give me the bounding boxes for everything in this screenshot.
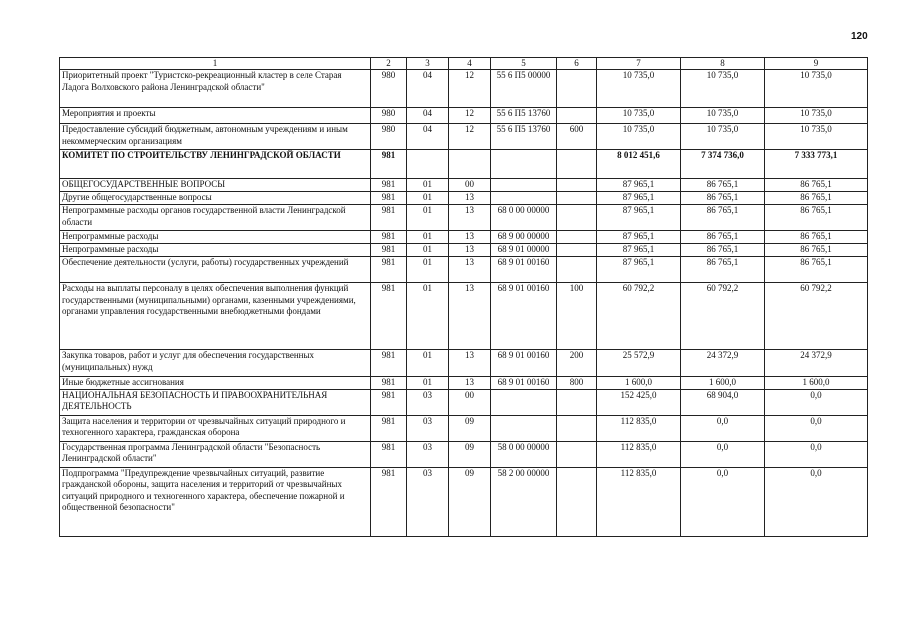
code-target-article: 68 0 00 00000: [491, 205, 557, 231]
code-expense-type: [557, 231, 597, 244]
code-section: 01: [407, 257, 449, 283]
row-label: Предоставление субсидий бюджетным, автономным учреждениям и иным некоммерческим организациям: [60, 124, 371, 150]
amount-col7: 87 965,1: [597, 257, 681, 283]
code-expense-type: [557, 441, 597, 467]
code-ministry: 981: [371, 350, 407, 377]
code-subsection: 09: [449, 441, 491, 467]
code-target-article: 68 9 01 00160: [491, 377, 557, 390]
code-subsection: 12: [449, 108, 491, 124]
code-expense-type: [557, 389, 597, 415]
amount-col9: 10 735,0: [765, 70, 868, 108]
table-row: [60, 231, 868, 244]
code-subsection: 13: [449, 350, 491, 377]
code-expense-type: [557, 192, 597, 205]
amount-col7: 10 735,0: [597, 108, 681, 124]
code-ministry: 981: [371, 467, 407, 536]
table-row: [60, 467, 868, 536]
amount-col8: 86 765,1: [681, 244, 765, 257]
code-target-article: 58 0 00 00000: [491, 441, 557, 467]
code-ministry: 981: [371, 415, 407, 441]
page-number: 120: [851, 31, 868, 42]
code-expense-type: [557, 108, 597, 124]
table-row: [60, 108, 868, 124]
code-target-article: [491, 192, 557, 205]
code-subsection: 13: [449, 192, 491, 205]
code-subsection: [449, 150, 491, 179]
amount-col9: 0,0: [765, 441, 868, 467]
amount-col9: 0,0: [765, 415, 868, 441]
code-target-article: [491, 150, 557, 179]
table-row: [60, 257, 868, 283]
code-ministry: 981: [371, 205, 407, 231]
code-subsection: 00: [449, 179, 491, 192]
code-section: [407, 150, 449, 179]
code-expense-type: [557, 257, 597, 283]
code-ministry: 981: [371, 257, 407, 283]
amount-col7: 10 735,0: [597, 124, 681, 150]
amount-col8: 0,0: [681, 441, 765, 467]
code-ministry: 981: [371, 244, 407, 257]
code-section: 01: [407, 350, 449, 377]
amount-col7: 10 735,0: [597, 70, 681, 108]
code-section: 01: [407, 179, 449, 192]
code-subsection: 12: [449, 124, 491, 150]
code-target-article: 68 9 01 00160: [491, 257, 557, 283]
table-row: [60, 350, 868, 377]
amount-col7: 152 425,0: [597, 389, 681, 415]
table-row: [60, 283, 868, 350]
amount-col7: 112 835,0: [597, 415, 681, 441]
code-ministry: 981: [371, 283, 407, 350]
code-section: 01: [407, 192, 449, 205]
code-subsection: 09: [449, 415, 491, 441]
amount-col9: 86 765,1: [765, 205, 868, 231]
code-expense-type: 600: [557, 124, 597, 150]
code-section: 01: [407, 377, 449, 390]
table-row: [60, 70, 868, 108]
amount-col9: 60 792,2: [765, 283, 868, 350]
code-section: 01: [407, 283, 449, 350]
code-section: 01: [407, 231, 449, 244]
column-header: 6: [557, 58, 597, 70]
row-label: Обеспечение деятельности (услуги, работы) государственных учреждений: [60, 257, 371, 283]
code-subsection: 13: [449, 283, 491, 350]
amount-col8: 86 765,1: [681, 179, 765, 192]
table-row: [60, 441, 868, 467]
code-ministry: 980: [371, 124, 407, 150]
row-label: Защита населения и территории от чрезвычайных ситуаций природного и техногенного характера, гражданская оборона: [60, 415, 371, 441]
code-section: 04: [407, 108, 449, 124]
column-header: 9: [765, 58, 868, 70]
amount-col7: 112 835,0: [597, 467, 681, 536]
table-row: [60, 389, 868, 415]
code-ministry: 981: [371, 150, 407, 179]
code-target-article: [491, 389, 557, 415]
budget-table: [59, 57, 868, 537]
header-row: [60, 58, 868, 70]
code-section: 01: [407, 205, 449, 231]
code-expense-type: 100: [557, 283, 597, 350]
table-row: [60, 192, 868, 205]
code-subsection: 00: [449, 389, 491, 415]
table-row: [60, 377, 868, 390]
code-expense-type: [557, 415, 597, 441]
code-section: 04: [407, 124, 449, 150]
code-section: 03: [407, 441, 449, 467]
code-ministry: 981: [371, 231, 407, 244]
table-row: [60, 179, 868, 192]
column-header: 2: [371, 58, 407, 70]
code-subsection: 13: [449, 257, 491, 283]
table-row: [60, 150, 868, 179]
amount-col9: 86 765,1: [765, 192, 868, 205]
code-target-article: 58 2 00 00000: [491, 467, 557, 536]
code-target-article: [491, 179, 557, 192]
code-subsection: 13: [449, 244, 491, 257]
amount-col9: 1 600,0: [765, 377, 868, 390]
amount-col7: 87 965,1: [597, 179, 681, 192]
code-expense-type: [557, 244, 597, 257]
row-label: Приоритетный проект "Туристско-рекреационный кластер в селе Старая Ладога Волховского района Ленинградской области": [60, 70, 371, 108]
amount-col9: 10 735,0: [765, 108, 868, 124]
amount-col9: 24 372,9: [765, 350, 868, 377]
amount-col8: 7 374 736,0: [681, 150, 765, 179]
code-target-article: 68 9 00 00000: [491, 231, 557, 244]
amount-col7: 112 835,0: [597, 441, 681, 467]
amount-col8: 60 792,2: [681, 283, 765, 350]
table-row: [60, 205, 868, 231]
code-expense-type: 200: [557, 350, 597, 377]
amount-col8: 10 735,0: [681, 70, 765, 108]
amount-col9: 10 735,0: [765, 124, 868, 150]
code-subsection: 09: [449, 467, 491, 536]
row-label: Непрограммные расходы: [60, 231, 371, 244]
amount-col8: 0,0: [681, 467, 765, 536]
amount-col8: 86 765,1: [681, 192, 765, 205]
code-subsection: 12: [449, 70, 491, 108]
row-label: Непрограммные расходы органов государственной власти Ленинградской области: [60, 205, 371, 231]
amount-col7: 87 965,1: [597, 192, 681, 205]
code-expense-type: [557, 467, 597, 536]
row-label: Расходы на выплаты персоналу в целях обеспечения выполнения функций государственными (муниципальными) органами, казенными учреждениями, органами управления государственными внебюджетными фондами: [60, 283, 371, 350]
row-label: Непрограммные расходы: [60, 244, 371, 257]
amount-col7: 8 012 451,6: [597, 150, 681, 179]
row-label: КОМИТЕТ ПО СТРОИТЕЛЬСТВУ ЛЕНИНГРАДСКОЙ ОБЛАСТИ: [60, 150, 371, 179]
code-section: 04: [407, 70, 449, 108]
code-ministry: 980: [371, 108, 407, 124]
amount-col9: 0,0: [765, 467, 868, 536]
amount-col8: 68 904,0: [681, 389, 765, 415]
amount-col9: 0,0: [765, 389, 868, 415]
code-section: 01: [407, 244, 449, 257]
code-ministry: 981: [371, 441, 407, 467]
code-target-article: 55 6 П5 00000: [491, 70, 557, 108]
code-target-article: 55 6 П5 13760: [491, 124, 557, 150]
amount-col8: 0,0: [681, 415, 765, 441]
row-label: Иные бюджетные ассигнования: [60, 377, 371, 390]
column-header: 5: [491, 58, 557, 70]
amount-col8: 24 372,9: [681, 350, 765, 377]
amount-col8: 10 735,0: [681, 108, 765, 124]
code-ministry: 981: [371, 192, 407, 205]
amount-col9: 86 765,1: [765, 179, 868, 192]
code-target-article: 68 9 01 00160: [491, 350, 557, 377]
amount-col7: 87 965,1: [597, 205, 681, 231]
code-expense-type: [557, 179, 597, 192]
amount-col7: 60 792,2: [597, 283, 681, 350]
code-ministry: 981: [371, 389, 407, 415]
amount-col8: 86 765,1: [681, 231, 765, 244]
code-section: 03: [407, 389, 449, 415]
amount-col7: 25 572,9: [597, 350, 681, 377]
table-row: [60, 124, 868, 150]
amount-col8: 86 765,1: [681, 257, 765, 283]
code-target-article: 55 6 П5 13760: [491, 108, 557, 124]
amount-col9: 86 765,1: [765, 257, 868, 283]
code-target-article: [491, 415, 557, 441]
column-header: 1: [60, 58, 371, 70]
column-header: 7: [597, 58, 681, 70]
column-header: 3: [407, 58, 449, 70]
row-label: Мероприятия и проекты: [60, 108, 371, 124]
amount-col9: 86 765,1: [765, 231, 868, 244]
amount-col7: 1 600,0: [597, 377, 681, 390]
code-section: 03: [407, 467, 449, 536]
row-label: ОБЩЕГОСУДАРСТВЕННЫЕ ВОПРОСЫ: [60, 179, 371, 192]
code-subsection: 13: [449, 205, 491, 231]
code-ministry: 980: [371, 70, 407, 108]
code-section: 03: [407, 415, 449, 441]
code-expense-type: [557, 150, 597, 179]
code-ministry: 981: [371, 377, 407, 390]
amount-col8: 1 600,0: [681, 377, 765, 390]
column-header: 8: [681, 58, 765, 70]
amount-col8: 86 765,1: [681, 205, 765, 231]
table-row: [60, 244, 868, 257]
row-label: Государственная программа Ленинградской области "Безопасность Ленинградской области": [60, 441, 371, 467]
code-subsection: 13: [449, 377, 491, 390]
code-expense-type: 800: [557, 377, 597, 390]
code-subsection: 13: [449, 231, 491, 244]
row-label: Закупка товаров, работ и услуг для обеспечения государственных (муниципальных) нужд: [60, 350, 371, 377]
amount-col7: 87 965,1: [597, 244, 681, 257]
code-expense-type: [557, 70, 597, 108]
amount-col8: 10 735,0: [681, 124, 765, 150]
code-expense-type: [557, 205, 597, 231]
code-target-article: 68 9 01 00160: [491, 283, 557, 350]
row-label: Другие общегосударственные вопросы: [60, 192, 371, 205]
code-target-article: 68 9 01 00000: [491, 244, 557, 257]
row-label: НАЦИОНАЛЬНАЯ БЕЗОПАСНОСТЬ И ПРАВООХРАНИТЕЛЬНАЯ ДЕЯТЕЛЬНОСТЬ: [60, 389, 371, 415]
amount-col9: 7 333 773,1: [765, 150, 868, 179]
amount-col7: 87 965,1: [597, 231, 681, 244]
table-row: [60, 415, 868, 441]
column-header: 4: [449, 58, 491, 70]
code-ministry: 981: [371, 179, 407, 192]
amount-col9: 86 765,1: [765, 244, 868, 257]
row-label: Подпрограмма "Предупреждение чрезвычайных ситуаций, развитие гражданской обороны, защита населения и территорий от чрезвычайных ситуаций природного и техногенного характера, обеспечение пожарной и общественной безопасности": [60, 467, 371, 536]
